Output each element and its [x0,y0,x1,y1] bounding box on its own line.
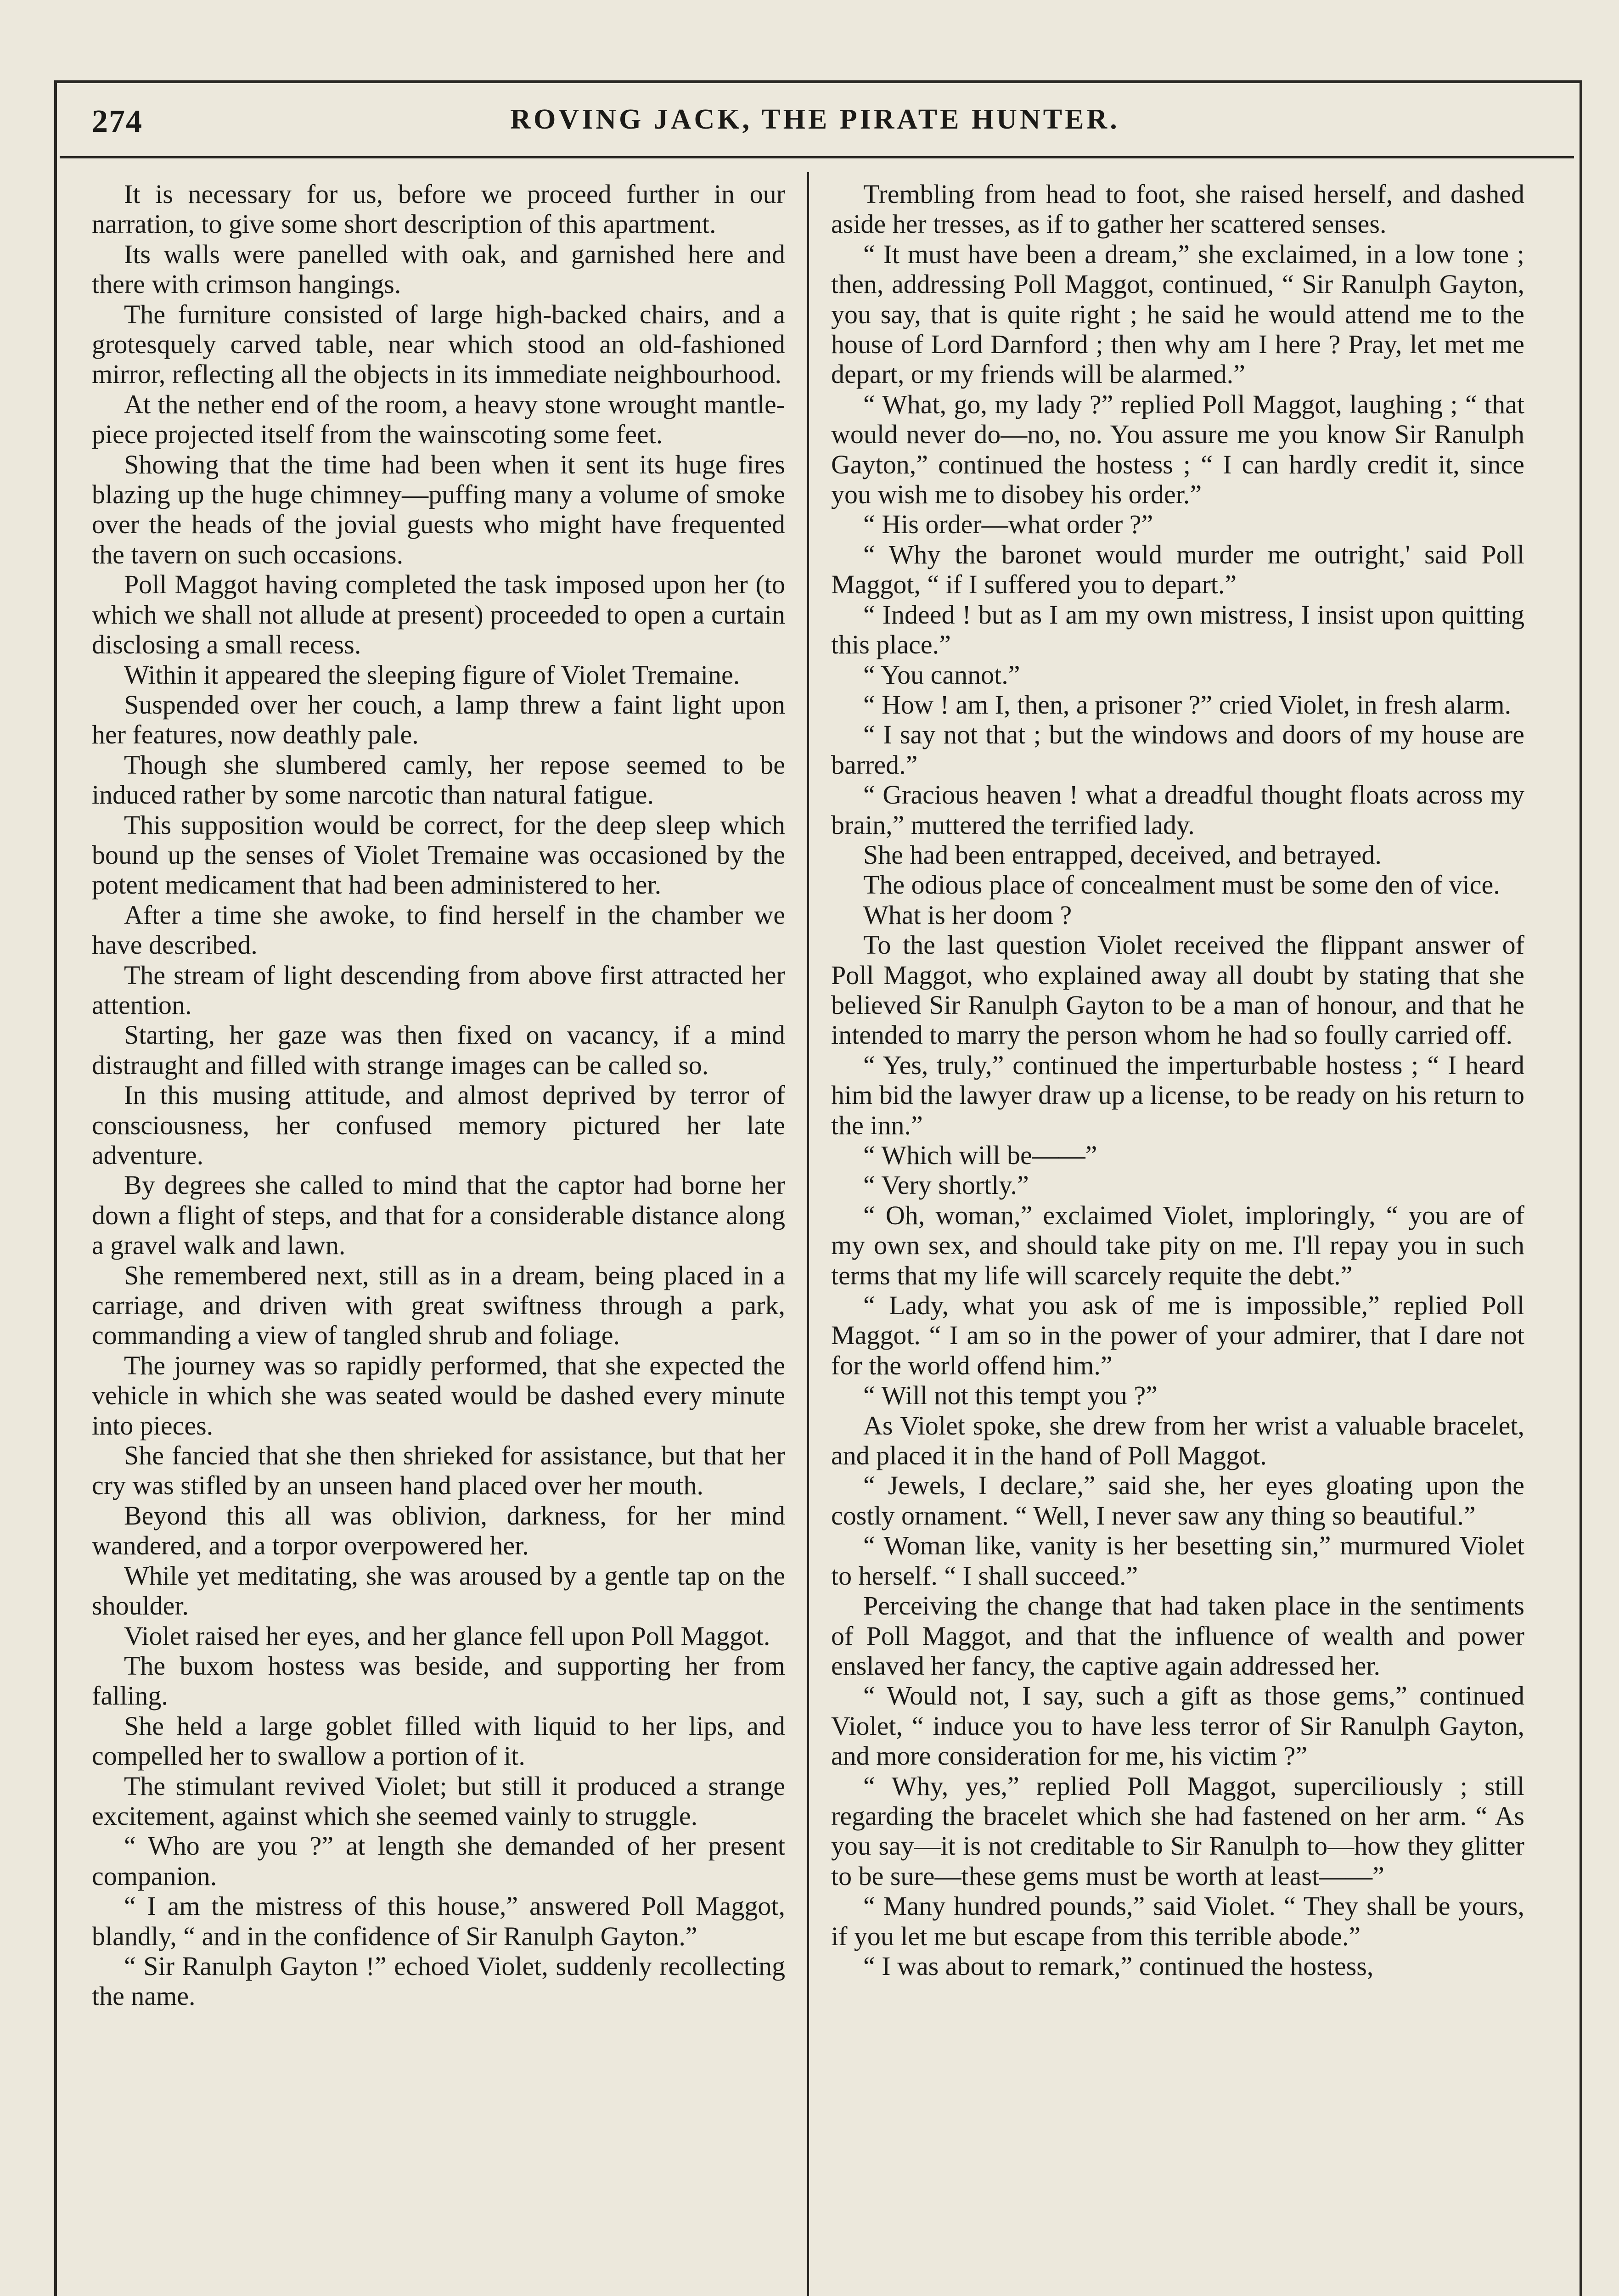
paragraph: “ Many hundred pounds,” said Violet. “ They shall be yours, if you let me but escape from this terrible abode.” [831,1891,1524,1951]
paragraph: The stream of light descending from above first attracted her attention. [92,960,785,1020]
paragraph: “ Would not, I say, such a gift as those gems,” continued Violet, “ induce you to have less terror of Sir Ranulph Gayton, and more consideration for me, his victim ?” [831,1681,1524,1771]
paragraph: This supposition would be correct, for the deep sleep which bound up the senses of Violet Tremaine was occasioned by the potent medicament that had been administered to her. [92,810,785,900]
paragraph: What is her doom ? [863,900,1072,930]
paragraph: “ It must have been a dream,” she exclaimed, in a low tone ; then, addressing Poll Maggot, continued, “ Sir Ranulph Gayton, you say, that is quite right ; he said he would attend me to the house of Lord Darnford ; then why am I here ? Pray, let met me depart, or my friends will be alarmed.” [831,239,1524,389]
paragraph: “ How ! am I, then, a prisoner ?” cried Violet, in fresh alarm. [863,689,1512,720]
paragraph: Within it appeared the sleeping figure of Violet Tremaine. [124,659,740,690]
paragraph: “ Yes, truly,” continued the imperturbable hostess ; “ I heard him bid the lawyer draw up a license, to be ready on his return to the inn.” [831,1050,1524,1140]
paragraph: “ You cannot.” [863,659,1020,690]
paragraph: “ Who are you ?” at length she demanded of her present companion. [92,1831,785,1891]
paragraph: “ Oh, woman,” exclaimed Violet, imploringly, “ you are of my own sex, and should take pity on me. I'll repay you in such terms that my life will scarcely requite the debt.” [831,1200,1524,1290]
paragraph: “ I say not that ; but the windows and doors of my house are barred.” [831,720,1524,780]
right-column [831,179,1524,2296]
left-column [92,179,785,2296]
paragraph: “ His order—what order ?” [863,509,1153,540]
paragraph: The furniture consisted of large high-backed chairs, and a grotesquely carved table, near which stood an old-fashioned mirror, reflecting all the objects in its immediate neighbourhood. [92,299,785,389]
paragraph: “ Jewels, I declare,” said she, her eyes gloating upon the costly ornament. “ Well, I never saw any thing so beautiful.” [831,1470,1524,1531]
paragraph: Perceiving the change that had taken place in the sentiments of Poll Maggot, and that the influence of wealth and power enslaved her fancy, the captive again addressed her. [831,1591,1524,1681]
paragraph: “ Sir Ranulph Gayton !” echoed Violet, suddenly recollecting the name. [92,1951,785,2011]
paragraph: Trembling from head to foot, she raised herself, and dashed aside her tresses, as if to gather her scattered senses. [831,179,1524,239]
paragraph: Poll Maggot having completed the task imposed upon her (to which we shall not allude at present) proceeded to open a curtain disclosing a small recess. [92,569,785,660]
paragraph: After a time she awoke, to find herself in the chamber we have described. [92,900,785,960]
paragraph: It is necessary for us, before we proceed further in our narration, to give some short description of this apartment. [92,179,785,239]
paragraph: Violet raised her eyes, and her glance fell upon Poll Maggot. [124,1621,770,1651]
paragraph: “ Which will be——” [863,1140,1097,1170]
paragraph: “ Woman like, vanity is her besetting sin,” murmured Violet to herself. “ I shall succeed.” [831,1531,1524,1591]
paragraph: She held a large goblet filled with liquid to her lips, and compelled her to swallow a portion of it. [92,1711,785,1771]
paragraph: The journey was so rapidly performed, that she expected the vehicle in which she was seated would be dashed every minute into pieces. [92,1350,785,1441]
paragraph: “ Very shortly.” [863,1170,1029,1200]
page-number: 274 [92,104,143,139]
paragraph: At the nether end of the room, a heavy stone wrought mantle-piece projected itself from the wainscoting some feet. [92,389,785,450]
paragraph: By degrees she called to mind that the captor had borne her down a flight of steps, and that for a considerable distance along a gravel walk and lawn. [92,1170,785,1261]
paragraph: “ I was about to remark,” continued the hostess, [863,1951,1374,1981]
paragraph: She fancied that she then shrieked for assistance, but that her cry was stifled by an unseen hand placed over her mouth. [92,1441,785,1501]
paragraph: “ Indeed ! but as I am my own mistress, I insist upon quitting this place.” [831,599,1524,660]
paragraph: Though she slumbered camly, her repose seemed to be induced rather by some narcotic than natural fatigue. [92,749,785,810]
paragraph: “ Why, yes,” replied Poll Maggot, superciliously ; still regarding the bracelet which she had fastened on her arm. “ As you say—it is not creditable to Sir Ranulph to—how they glitter to be sure—these gems must be worth at least——” [831,1771,1524,1891]
paragraph: Starting, her gaze was then fixed on vacancy, if a mind distraught and filled with strange images can be called so. [92,1020,785,1080]
paragraph: “ Gracious heaven ! what a dreadful thought floats across my brain,” muttered the terrified lady. [831,780,1524,840]
paragraph: “ I am the mistress of this house,” answered Poll Maggot, blandly, “ and in the confidence of Sir Ranulph Gayton.” [92,1891,785,1951]
column-divider [807,172,809,2296]
paragraph: “ What, go, my lady ?” replied Poll Maggot, laughing ; “ that would never do—no, no. You assure me you know Sir Ranulph Gayton,” continued the hostess ; “ I can hardly credit it, since you wish me to disobey his order.” [831,389,1524,510]
paragraph: The odious place of concealment must be some den of vice. [863,870,1500,900]
paragraph: The stimulant revived Violet; but still it produced a strange excitement, against which she seemed vainly to struggle. [92,1771,785,1831]
paragraph: Suspended over her couch, a lamp threw a faint light upon her features, now deathly pale. [92,689,785,750]
paragraph: To the last question Violet received the flippant answer of Poll Maggot, who explained away all doubt by stating that she believed Sir Ranulph Gayton to be a man of honour, and that he intended to marry the person whom he had so foully carried off. [831,930,1524,1050]
paragraph: “ Will not this tempt you ?” [863,1380,1158,1411]
paragraph: While yet meditating, she was aroused by a gentle tap on the shoulder. [92,1560,785,1621]
paragraph: She had been entrapped, deceived, and betrayed. [863,839,1382,870]
paragraph: Showing that the time had been when it sent its huge fires blazing up the huge chimney—puffing many a volume of smoke over the heads of the jovial guests who might have frequented the tavern on such occasions. [92,449,785,569]
paragraph: The buxom hostess was beside, and supporting her from falling. [92,1650,785,1711]
paragraph: “ Lady, what you ask of me is impossible,” replied Poll Maggot. “ I am so in the power of your admirer, that I dare not for the world offend him.” [831,1290,1524,1380]
page-header [92,99,1538,149]
paragraph: Beyond this all was oblivion, darkness, for her mind wandered, and a torpor overpowered her. [92,1500,785,1561]
paragraph: Its walls were panelled with oak, and garnished here and there with crimson hangings. [92,239,785,299]
paragraph: As Violet spoke, she drew from her wrist a valuable bracelet, and placed it in the hand of Poll Maggot. [831,1410,1524,1471]
paragraph: “ Why the baronet would murder me outright,' said Poll Maggot, “ if I suffered you to depart.” [831,539,1524,600]
paragraph: She remembered next, still as in a dream, being placed in a carriage, and driven with great swiftness through a park, commanding a view of tangled shrub and foliage. [92,1260,785,1351]
paragraph: In this musing attitude, and almost deprived by terror of consciousness, her confused memory pictured her late adventure. [92,1080,785,1170]
header-rule [60,156,1574,158]
running-title: ROVING JACK, THE PIRATE HUNTER. [510,104,1120,135]
